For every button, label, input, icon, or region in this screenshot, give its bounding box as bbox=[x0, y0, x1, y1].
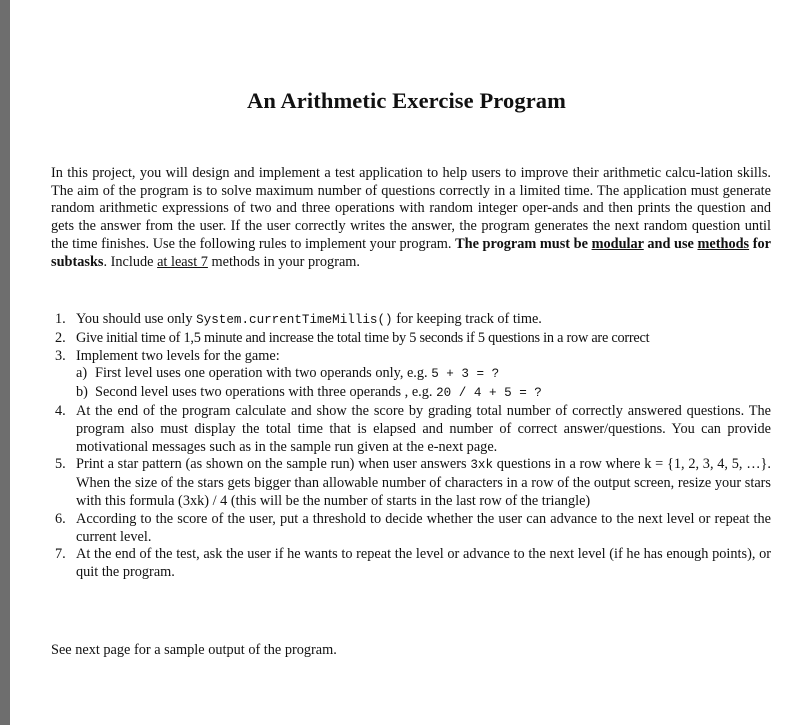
rule-text: for keeping track of time. bbox=[396, 311, 542, 327]
intro-bold-methods: methods bbox=[697, 235, 750, 252]
rule-item-5 bbox=[55, 456, 771, 510]
rule-text: According to the score of the user, put a threshold to decide whether the user can advance to the next level or repeat the current level. bbox=[76, 510, 771, 545]
rule-number: 7. bbox=[55, 546, 66, 563]
rule-3-sublist bbox=[76, 365, 771, 403]
intro-text: In this project, you will design and implement a test application to help users to improve their arithmetic calcu-lation skills. The aim of the program is to solve maximum number of questions correctly in a limited time. The application must generate random arithmetic expressions of two and three operations with random integer oper-ands and then prints the question and gets the answer from the user. If the user correctly writes the answer, the program generates the next random question until the time finishes. Use the following rules to implement your program. bbox=[51, 165, 771, 252]
sub-item-text: First level uses one operation with two operands only, e.g. bbox=[95, 365, 428, 382]
sub-item-b bbox=[76, 384, 771, 403]
document-page bbox=[10, 0, 803, 725]
intro-bold-part-2: and use bbox=[647, 235, 694, 252]
rule-text: Print a star pattern (as shown on the sample run) when user answers bbox=[76, 456, 467, 473]
rule-text: Give initial time of 1,5 minute and increase the total time by 5 seconds if 5 questions in a row are correct bbox=[76, 329, 650, 346]
sub-item-code: 5 + 3 = ? bbox=[431, 367, 500, 382]
rules-list bbox=[55, 311, 771, 582]
sub-item-text: Second level uses two operations with three operands , e.g. bbox=[95, 384, 433, 401]
intro-paragraph bbox=[51, 165, 771, 271]
rule-item-7 bbox=[55, 546, 771, 582]
intro-bold-modular: modular bbox=[591, 235, 644, 252]
rule-code: System.currentTimeMillis() bbox=[196, 313, 393, 327]
intro-bold-part-1: The program must be bbox=[455, 235, 588, 252]
rule-text: At the end of the program calculate and show the score by grading total number of correctly answered questions. The program also must display the total time that is elapsed and number of correct answer/questions. You can provide motivational messages such as in the sample run given at the e-next page. bbox=[76, 402, 771, 455]
rule-item-6 bbox=[55, 510, 771, 547]
rule-text: At the end of the test, ask the user if he wants to repeat the level or advance to the next level (if he has enough points), or quit the program. bbox=[76, 546, 771, 581]
intro-bold-part-3: for subtasks bbox=[51, 235, 771, 270]
document-title: An Arithmetic Exercise Program bbox=[247, 88, 566, 113]
rule-number: 5. bbox=[55, 456, 66, 473]
sub-item-label: a) bbox=[76, 365, 88, 382]
rule-item-3 bbox=[55, 347, 771, 403]
rule-text: You should use only bbox=[76, 311, 193, 327]
rule-code: 3xk bbox=[470, 458, 494, 473]
rule-number: 2. bbox=[55, 329, 66, 346]
rule-item-2 bbox=[55, 329, 771, 348]
rule-item-1 bbox=[55, 311, 771, 330]
rule-number: 3. bbox=[55, 347, 66, 364]
intro-at-least-7: at least 7 bbox=[157, 253, 208, 270]
rule-text: questions in a row where k = {1, 2, 3, 4, 5, …}. When the size of the stars gets bigger than allowable number of characters in a row of the output screen, resize your stars with this formula (3xk) / 4 (this will be the number of starts in the last row of the triangle) bbox=[76, 456, 771, 509]
footer-note: See next page for a sample output of the program. bbox=[51, 642, 337, 658]
rule-number: 4. bbox=[55, 402, 66, 419]
intro-include-text: . Include bbox=[103, 253, 154, 270]
intro-closing-text: methods in your program. bbox=[211, 253, 360, 270]
sub-item-code: 20 / 4 + 5 = ? bbox=[436, 386, 542, 401]
rule-item-4 bbox=[55, 402, 771, 456]
sub-item-a bbox=[76, 365, 771, 384]
sub-item-label: b) bbox=[76, 384, 88, 401]
rule-number: 6. bbox=[55, 510, 66, 527]
rule-number: 1. bbox=[55, 311, 66, 327]
rule-text: Implement two levels for the game: bbox=[76, 347, 280, 364]
viewer-left-margin bbox=[0, 0, 10, 725]
